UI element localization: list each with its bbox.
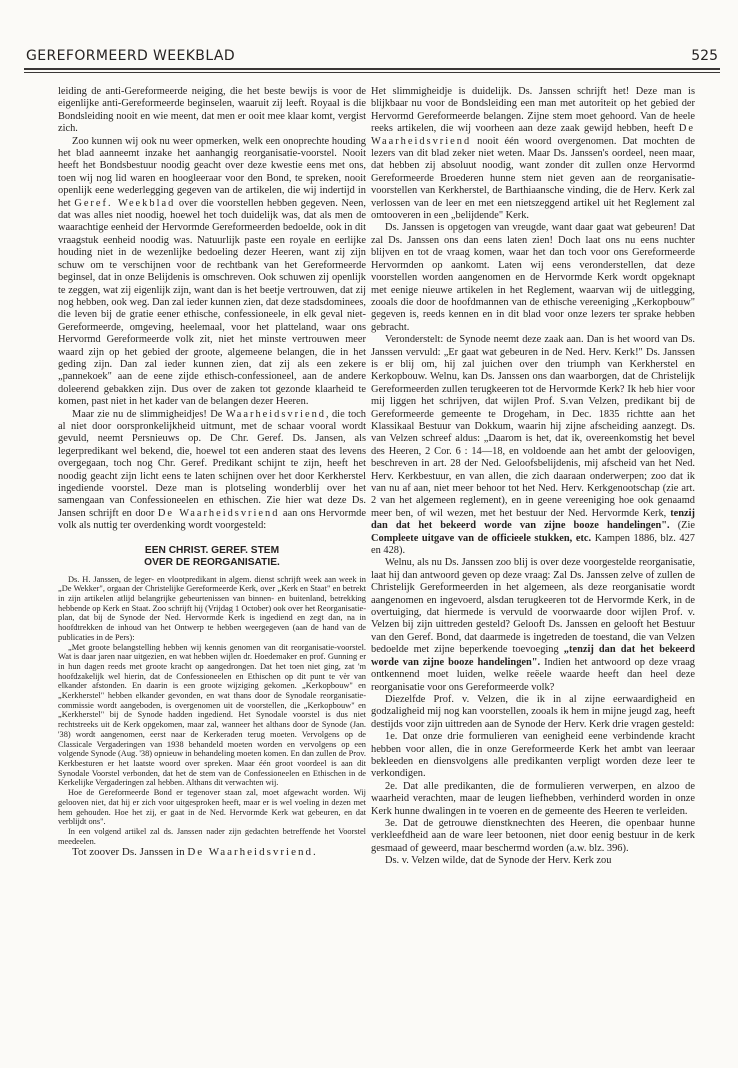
right-column: [371, 86, 695, 868]
quoted-article: [58, 575, 366, 847]
paragraph: Diezelfde Prof. v. Velzen, die ik in al zijne eerwaardigheid en godzaligheid mij nog kan voorstellen, zooals ik hem in mijne jeugd zag, heeft destijds voor zijn uittreden aan de Synode der Herv. Kerk drie vragen gesteld:: [371, 693, 695, 730]
quote-paragraph: In een volgend artikel zal ds. Janssen nader zijn gedachten betreffende het Voorstel meedeelen.: [58, 826, 366, 846]
paragraph: Ds. v. Velzen wilde, dat de Synode der Herv. Kerk zou: [385, 855, 612, 867]
spaced-title: De Waarheidsvriend: [157, 507, 280, 519]
left-column: [58, 86, 366, 859]
paragraph: 2e. Dat alle predikanten, die de formulieren verwerpen, en alzoo de waarheid verachten, maar de leugen liefhebben, verhinderd worden in onze Kerk hunne dwalingen in te voeren en de gemeente des Heeren te verleiden.: [371, 780, 695, 817]
page-header: [26, 48, 718, 66]
paragraph: Veronderstelt: de Synode neemt deze zaak aan. Dan is het woord van Ds. Janssen vervuld: „Er gaat wat gebeuren in de Ned. Herv. Kerk!" Ds. Janssen is er blij om, hij zal juichen over den triumph van Kerkherstel en Kerkopbouw. Welnu, kan Ds. Janssen ons dan waarborgen, dat de Christelijk Gereformeerden zullen terugkeeren tot de Hervormde Kerk? Ik heb hier voor mij liggen het schrijven, dat wijlen Prof. S.van Velzen, predikant bij de Gereformeerde gemeente te Drogeham, in Dec. 1835 richtte aan het Klassikaal Bestuur van Dokkum, waarin hij zijne afscheiding aanzegt. Ds. van Velzen schreef aldus: „Daarom is het, dat ik, overeenkomstig het bevel des Heeren, 2 Cor. 6 : 14—18, en voldoende aan het ambt der geloovigen, beschreven in art. 28 der Ned. Geloofsbelijdenis, mij afscheid van het Ned. Herv. Kerkbestuur, en van allen, die zich daaraan onderwerpen; zoo dat ik van nu af aan, niet meer behoor tot het Ned. Herv. Kerkgenootschap (zie art. 2 van het algemeen reglement), en in geene vereeniging hoe ook genaamd meer ben, of wil wezen, met het bestuur der Ned. Hervormde Kerk, tenzij dan dat het bekeerd worde van zijne booze handelingen". (Zie Compleete uitgave van de officieele stukken, etc. Kampen 1886, blz. 427 en 428).: [371, 334, 696, 557]
paragraph: Het slimmigheidje is duidelijk. Ds. Janssen schrijft het! Deze man is blijkbaar nu voor de Bondsleiding een man met autoriteit op het gebied der Hervormd Gereformeerde belangen. Zijne stem moet gehoord. Van de heele reeks artikelen, die wij voorheen aan deze zaak gewijd hebben, heeft De Waarheidsvriend nooit één woord overgenomen. Dat mochten de lezers van dit blad zeker niet weten. Maar Ds. Janssen's oordeel, neen maar, dat hebben zij absoluut noodig, want zonder dit zullen onze Hervormd Gereformeerde Broederen hunne stem niet geven aan de reorganisatie-voorstellen van Kerkherstel, de Barthiaansche vinding, die de Herv. Kerk zal verlossen van de leer en met een nietszeggend artikel uit het Reglement zal omtooveren in een „belijdende" Kerk.: [371, 86, 695, 222]
paragraph: leiding de anti-Gereformeerde neiging, die het beste bewijs is voor de eigenlijke anti-Gereformeerde beginselen, waaruit zij leeft. Royaal is die Bondsleiding nooit en wie meent, dat men er ooit mee klaar komt, vergist zich.: [58, 86, 366, 135]
spaced-title: De Waarheidsvriend: [371, 123, 695, 147]
paragraph: 1e. Dat onze drie formulieren van eenigheid eene verbindende kracht hebben voor allen, die in onze Gereformeerde Kerk het ambt van leeraar bekleeden en diensvolgens alle predikanten verpligt worden deze leer te verkondigen.: [371, 731, 695, 780]
closing-line: Tot zoover Ds. Janssen in De Waarheidsvriend.: [72, 846, 316, 859]
spaced-title: Geref. Weekblad: [74, 197, 176, 209]
paragraph: Zoo kunnen wij ook nu weer opmerken, welk een onoprechte houding het blad aanneemt inzake het aanhangig reorganisatie-voorstel. Nooit heeft het Bondsbestuur noodig geacht over deze kwestie eens met ons, toen wij nog lid waren en hoogleeraar voor den Bond, te spreken, nooit openlijk eene wederlegging gegeven van de artikelen, die wij indertijd in het Geref. Weekblad over die voorstellen hebben gegeven. Neen, dat was alles niet noodig, hoewel het toch duidelijk was, dat als men de waarachtige eenheid der Hervormde Gereformeerden bedoelde, ook in dit vraagstuk eenheid noodig was. Natuurlijk paste een royale en eerlijke houding niet in de wezenlijke bedoeling dezer Heeren, want zij zijn schuw om te verschijnen voor de rechtbank van het Gereformeerde beginsel, dat in onze Belijdenis is omschreven. Ook schuwen zij openlijk te zeggen, wat zij eigenlijk zijn, want dan is het beetje vertrouwen, dat zij nog hebben, ook weg. Dan zal ieder kunnen zien, dat deze stadsdominees, die leven bij de gratie eener ethische, confessioneele, in elk geval niet-Gereformeerde, omgeving, heelemaal, voor het platteland, waar ons Hervormd Gereformeerde volk zit, niet het minste vertrouwen meer waard zijn op het gebied der groote, algemeene belangen, die in het geding zijn. Dan zal ieder kunnen zien, dat zij als een zekere „pannekoek" aan de eene zijde ethisch-confessioneel, aan de andere doleerend gebakken zijn. Dus over de zaken tot gezonde klaarheid te komen, past niet in het kader van de belangen dezer Heeren.: [58, 135, 366, 408]
spaced-title: Waarheidsvriend: [225, 408, 326, 420]
quote-paragraph: Ds. H. Janssen, de leger- en vlootpredikant in algem. dienst schrijft week aan week in „De Wekker", orgaan der Christelijke Gereformeerde Kerk, over „Kerk en Staat" en betrekt in zijn artikelen atlijd belangrijke gebeurtenissen van binnen- en buitenland, betrekking hebbende op Kerk en Staat. Zoo schrijft hij (Vrijdag 1 October) ook over het Reorganisatie-plan, dat bij de Synode der Ned. Hervormde Kerk is ingediend en zegt dan, na in hoofdtrekken de inhoud van het Ontwerp te hebben weergegeven (aan de hand van de publicaties in de Pers):: [58, 574, 366, 642]
header-rule-thick: [24, 68, 720, 70]
paragraph: Ds. Janssen is opgetogen van vreugde, want daar gaat wat gebeuren! Dat zal Ds. Janssen ons dan eens laten zien! Doch laat ons nu eens nuchter blijven en tot de vraag komen, waar het dan toch voor ons Gereformeerde Hervormden op aankomt. Laten wij eens veronderstellen, dat deze voorstellen worden aangenomen en de Hervormde Kerk wordt opgeknapt met eenige nieuwe artikelen in het Reglement, waarvan wij de uitlegging, zooals die door de hoofdmannen van de ethische vereeniging „Kerkopbouw" gegeven is, reeds kennen en in dit blad voor onze lezers ter sprake hebben gebracht.: [371, 222, 695, 333]
page-number: 525: [691, 48, 718, 64]
quote-paragraph: „Met groote belangstelling hebben wij kennis genomen van dit reorganisatie-voorstel. Wat is daar jaren naar uitgezien, en wat hebben wijlen dr. Hoedemaker en prof. Gunning er in hun dagen reeds met groote kracht op aangedrongen. Dat het toen niet ging, zat 'm hoofdzakelijk wel hierin, dat de Confessioneelen en Ethischen op dit punt te vèr van elkander afstonden. En daarin is een groote wijziging gekomen. „Kerkopbouw" en „Kerkherstel" hebben elkander gevonden, en wat thans door de Synodale reorganisatie-commissie wordt aangeboden, is overgenomen uit de voorstellen, die „Kerkopbouw" en „Kerkherstel" bij de Synode hadden ingediend. Het Synodale voorstel is dus niet rechtstreeks uit de Kerk opgekomen, maar zal, wanneer het althans door de Synode (Jan. '38) wordt aangenomen, eerst naar de Kerkeraden terug moeten. Vervolgens op de Classicale Vergaderingen van 1938 behandeld moeten worden en vervolgens op een volgende Synode (Aug. '38) opnieuw in behandeling moeten komen. En dan zullen de Prov. Kerkbesturen er het laatste woord over spreken. Maar één groot voordeel is aan dit Synodale Voorstel verbonden, dat het de stem van de Confessioneelen en Ethischen in de Kerkelijke Vergaderingen zal hebben. Althans dit verwachten wij.: [58, 642, 366, 788]
publication-title: GEREFORMEERD WEEKBLAD: [26, 48, 235, 64]
paragraph: Welnu, als nu Ds. Janssen zoo blij is over deze voorgestelde reorganisatie, laat hij dan antwoord geven op deze vraag: Zal Ds. Janssen zelve of zullen de Christelijk Gereformeerden in het algemeen, als deze reorganisatie wordt aangenomen en ingevoerd, alsdan terugkeeren tot de Hervormde Kerk, in de overtuiging, dat hiermede is vervuld de voorwaarde door wijlen Prof. v. Velzen bij zijn uittreden gesteld? Gelooft Ds. Janssen en gelooft het Bestuur van den Geref. Bond, dat daarmede is ingetreden de toestand, die van Velzen bedoelde met zijne beperkende toevoeging „tenzij dan dat het bekeerd worde van zijne booze handelingen". Indien het antwoord op deze vraag ontkennend moet luiden, welke reëele waarde heeft dan heel deze reorganisatie voor ons Gereformeerde volk?: [371, 557, 696, 693]
header-rule-thin: [24, 72, 720, 73]
quote-heading: EEN CHRIST. GEREF. STEM OVER DE REORGANISATIE.: [144, 544, 280, 568]
quote-paragraph: Hoe de Gereformeerde Bond er tegenover staan zal, moet afgewacht worden. Wij gelooven niet, dat hij er zich voor uitgesproken heeft, maar er is wel voeling in dezen met hem gehouden. Hoe het zij, er gaat in de Ned. Hervormde Kerk wat gebeuren, en dat verblijdt ons".: [58, 788, 366, 827]
paragraph: 3e. Dat de getrouwe dienstknechten des Heeren, die openbaar hunne verkleefdheid aan de ware leer betoonen, niet door eenig bestuur in de kerk gesmaad of geweerd, maar beschermd worden (a.w. blz. 396).: [371, 817, 695, 854]
paragraph: Maar zie nu de slimmigheidjes! De Waarheidsvriend, die toch al niet door oorspronkelijkheid uitmunt, met de schaar vooral wordt gevuld, neemt Persnieuws op. De Chr. Geref. Ds. Jansen, als legerpredikant wel bekend, die, hoewel tot een anderen staat des levens overgegaan, toch nog Chr. Geref. Predikant schijnt te zijn, heeft het noodig geacht zijn licht eens te laten schijnen over het door Kerkherstel ingediende voorstel. Deze man is plotseling wonderblij over het samengaan van Confessioneelen en ethischen. Zie hier wat deze Ds. Jansen schrijft en door De Waarheidsvriend aan ons Hervormde volk als nuttig ter overdenking wordt voorgesteld:: [58, 408, 366, 532]
